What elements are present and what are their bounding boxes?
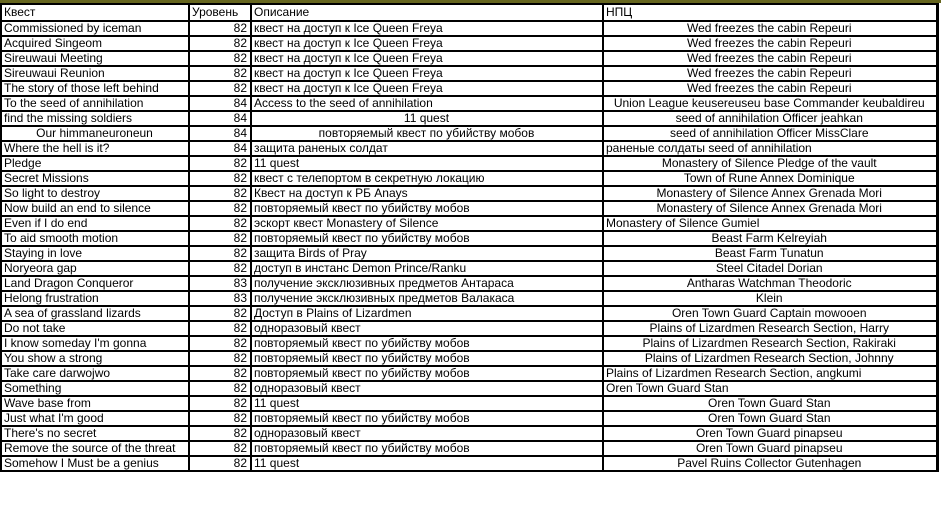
cell-npc[interactable]: Oren Town Guard Stan <box>603 381 937 396</box>
col-header-npc[interactable]: НПЦ <box>603 4 937 21</box>
cell-level[interactable]: 82 <box>189 366 251 381</box>
cell-npc[interactable]: Plains of Lizardmen Research Section, Johnny <box>603 351 937 366</box>
quest-table <box>0 3 939 472</box>
table-row <box>1 246 937 261</box>
cell-desc[interactable]: квест на доступ к Ice Queen Freya <box>251 21 603 36</box>
cell-level[interactable]: 82 <box>189 351 251 366</box>
table-row <box>1 291 937 306</box>
table-row <box>1 96 937 111</box>
cell-quest[interactable]: Pledge <box>1 156 189 171</box>
cell-quest[interactable]: Helong frustration <box>1 291 189 306</box>
cell-desc[interactable]: квест на доступ к Ice Queen Freya <box>251 51 603 66</box>
table-row <box>1 411 937 426</box>
cell-quest[interactable]: Staying in love <box>1 246 189 261</box>
cell-level[interactable]: 82 <box>189 66 251 81</box>
cell-npc[interactable]: Town of Rune Annex Dominique <box>603 171 937 186</box>
cell-npc[interactable]: Wed freezes the cabin Repeuri <box>603 36 937 51</box>
cell-quest[interactable]: Sireuwaui Reunion <box>1 66 189 81</box>
cell-npc[interactable]: seed of annihilation Officer MissClare <box>603 126 937 141</box>
col-header-desc[interactable]: Описание <box>251 4 603 21</box>
cell-quest[interactable]: Do not take <box>1 321 189 336</box>
table-row <box>1 306 937 321</box>
cell-desc[interactable]: повторяемый квест по убийству мобов <box>251 366 603 381</box>
cell-quest[interactable]: Remove the source of the threat <box>1 441 189 456</box>
quest-table-body <box>1 21 937 471</box>
cell-level[interactable]: 82 <box>189 411 251 426</box>
table-row <box>1 201 937 216</box>
cell-npc[interactable]: Monastery of Silence Annex Grenada Mori <box>603 201 937 216</box>
table-row <box>1 261 937 276</box>
cell-quest[interactable]: So light to destroy <box>1 186 189 201</box>
cell-npc[interactable]: Antharas Watchman Theodoric <box>603 276 937 291</box>
cell-desc[interactable]: одноразовый квест <box>251 381 603 396</box>
cell-desc[interactable]: квест на доступ к Ice Queen Freya <box>251 66 603 81</box>
table-row <box>1 216 937 231</box>
cell-npc[interactable]: Wed freezes the cabin Repeuri <box>603 81 937 96</box>
cell-level[interactable]: 82 <box>189 171 251 186</box>
table-row <box>1 441 937 456</box>
cell-npc[interactable]: Monastery of Silence Gumiel <box>603 216 937 231</box>
cell-level[interactable]: 82 <box>189 81 251 96</box>
table-row <box>1 111 937 126</box>
table-row <box>1 456 937 471</box>
cell-level[interactable]: 82 <box>189 261 251 276</box>
cell-npc[interactable]: Steel Citadel Dorian <box>603 261 937 276</box>
table-row <box>1 126 937 141</box>
cell-desc[interactable]: квест на доступ к Ice Queen Freya <box>251 81 603 96</box>
cell-desc[interactable]: доступ в инстанс Demon Prince/Ranku <box>251 261 603 276</box>
cell-npc[interactable]: Oren Town Guard Captain mowooen <box>603 306 937 321</box>
cell-level[interactable]: 82 <box>189 51 251 66</box>
cell-desc[interactable]: получение эксклюзивных предметов Валакаса <box>251 291 603 306</box>
cell-npc[interactable]: Oren Town Guard pinapseu <box>603 441 937 456</box>
cell-quest[interactable]: Something <box>1 381 189 396</box>
cell-level[interactable]: 82 <box>189 21 251 36</box>
table-row <box>1 231 937 246</box>
cell-quest[interactable]: Sireuwaui Meeting <box>1 51 189 66</box>
cell-npc[interactable]: Klein <box>603 291 937 306</box>
cell-desc[interactable]: 11 quest <box>251 456 603 471</box>
cell-npc[interactable]: Wed freezes the cabin Repeuri <box>603 21 937 36</box>
cell-quest[interactable]: Secret Missions <box>1 171 189 186</box>
cell-desc[interactable]: повторяемый квест по убийству мобов <box>251 351 603 366</box>
table-row <box>1 186 937 201</box>
table-row <box>1 51 937 66</box>
cell-quest[interactable]: Wave base from <box>1 396 189 411</box>
cell-desc[interactable]: 11 quest <box>251 396 603 411</box>
cell-quest[interactable]: Where the hell is it? <box>1 141 189 156</box>
cell-npc[interactable]: Beast Farm Tunatun <box>603 246 937 261</box>
cell-npc[interactable]: Wed freezes the cabin Repeuri <box>603 51 937 66</box>
cell-level[interactable]: 82 <box>189 246 251 261</box>
cell-npc[interactable]: seed of annihilation Officer jeahkan <box>603 111 937 126</box>
table-row <box>1 321 937 336</box>
cell-desc[interactable]: 11 quest <box>251 111 603 126</box>
table-row <box>1 276 937 291</box>
table-row <box>1 351 937 366</box>
table-row <box>1 396 937 411</box>
cell-desc[interactable]: Access to the seed of annihilation <box>251 96 603 111</box>
cell-desc[interactable]: квест на доступ к Ice Queen Freya <box>251 36 603 51</box>
cell-desc[interactable]: повторяемый квест по убийству мобов <box>251 126 603 141</box>
cell-quest[interactable]: find the missing soldiers <box>1 111 189 126</box>
table-row <box>1 36 937 51</box>
cell-desc[interactable]: 11 quest <box>251 156 603 171</box>
cell-desc[interactable]: одноразовый квест <box>251 426 603 441</box>
cell-level[interactable]: 83 <box>189 291 251 306</box>
cell-level[interactable]: 82 <box>189 216 251 231</box>
table-row <box>1 81 937 96</box>
cell-desc[interactable]: квест с телепортом в секретную локацию <box>251 171 603 186</box>
cell-level[interactable]: 84 <box>189 126 251 141</box>
cell-level[interactable]: 82 <box>189 336 251 351</box>
table-row <box>1 171 937 186</box>
cell-npc[interactable]: Monastery of Silence Annex Grenada Mori <box>603 186 937 201</box>
cell-quest[interactable]: Noryeora gap <box>1 261 189 276</box>
cell-level[interactable]: 82 <box>189 441 251 456</box>
cell-quest[interactable]: Commissioned by iceman <box>1 21 189 36</box>
table-row <box>1 156 937 171</box>
cell-level[interactable]: 82 <box>189 201 251 216</box>
cell-npc[interactable]: Plains of Lizardmen Research Section, Rakiraki <box>603 336 937 351</box>
cell-level[interactable]: 82 <box>189 306 251 321</box>
cell-npc[interactable]: Wed freezes the cabin Repeuri <box>603 66 937 81</box>
cell-quest[interactable]: To aid smooth motion <box>1 231 189 246</box>
cell-level[interactable]: 82 <box>189 381 251 396</box>
cell-quest[interactable]: To the seed of annihilation <box>1 96 189 111</box>
table-row <box>1 66 937 81</box>
cell-desc[interactable]: повторяемый квест по убийству мобов <box>251 201 603 216</box>
table-row <box>1 336 937 351</box>
cell-npc[interactable]: Monastery of Silence Pledge of the vault <box>603 156 937 171</box>
cell-level[interactable]: 82 <box>189 231 251 246</box>
cell-desc[interactable]: получение эксклюзивных предметов Антараса <box>251 276 603 291</box>
cell-level[interactable]: 82 <box>189 456 251 471</box>
cell-quest[interactable]: Now build an end to silence <box>1 201 189 216</box>
cell-npc[interactable]: Oren Town Guard Stan <box>603 396 937 411</box>
cell-desc[interactable]: защита раненых солдат <box>251 141 603 156</box>
cell-npc[interactable]: Union League keusereuseu base Commander keubaldireu <box>603 96 937 111</box>
cell-npc[interactable]: Plains of Lizardmen Research Section, angkumi <box>603 366 937 381</box>
cell-desc[interactable]: повторяемый квест по убийству мобов <box>251 441 603 456</box>
cell-npc[interactable]: Oren Town Guard pinapseu <box>603 426 937 441</box>
cell-desc[interactable]: повторяемый квест по убийству мобов <box>251 231 603 246</box>
cell-level[interactable]: 84 <box>189 141 251 156</box>
cell-desc[interactable]: одноразовый квест <box>251 321 603 336</box>
col-header-quest[interactable]: Квест <box>1 4 189 21</box>
cell-level[interactable]: 82 <box>189 426 251 441</box>
cell-npc[interactable]: Pavel Ruins Collector Gutenhagen <box>603 456 937 471</box>
table-header-row <box>1 4 937 21</box>
cell-desc[interactable]: защита Birds of Pray <box>251 246 603 261</box>
table-row <box>1 381 937 396</box>
cell-desc[interactable]: эскорт квест Monastery of Silence <box>251 216 603 231</box>
cell-desc[interactable]: Квест на доступ к РБ Anays <box>251 186 603 201</box>
cell-npc[interactable]: Oren Town Guard Stan <box>603 411 937 426</box>
cell-level[interactable]: 82 <box>189 156 251 171</box>
cell-npc[interactable]: раненые солдаты seed of annihilation <box>603 141 937 156</box>
cell-npc[interactable]: Beast Farm Kelreyiah <box>603 231 937 246</box>
cell-quest[interactable]: Even if I do end <box>1 216 189 231</box>
col-header-level[interactable]: Уровень <box>189 4 251 21</box>
cell-level[interactable]: 82 <box>189 36 251 51</box>
cell-quest[interactable]: I know someday I'm gonna <box>1 336 189 351</box>
table-row <box>1 141 937 156</box>
cell-quest[interactable]: There's no secret <box>1 426 189 441</box>
cell-quest[interactable]: Take care darwojwo <box>1 366 189 381</box>
cell-level[interactable]: 84 <box>189 111 251 126</box>
cell-quest[interactable]: Our himmaneuroneun <box>1 126 189 141</box>
cell-desc[interactable]: повторяемый квест по убийству мобов <box>251 336 603 351</box>
cell-level[interactable]: 83 <box>189 276 251 291</box>
table-row <box>1 21 937 36</box>
cell-desc[interactable]: Доступ в Plains of Lizardmen <box>251 306 603 321</box>
cell-quest[interactable]: Just what I'm good <box>1 411 189 426</box>
cell-quest[interactable]: A sea of grassland lizards <box>1 306 189 321</box>
cell-quest[interactable]: The story of those left behind <box>1 81 189 96</box>
cell-level[interactable]: 82 <box>189 321 251 336</box>
cell-npc[interactable]: Plains of Lizardmen Research Section, Harry <box>603 321 937 336</box>
table-row <box>1 366 937 381</box>
cell-level[interactable]: 82 <box>189 186 251 201</box>
cell-level[interactable]: 84 <box>189 96 251 111</box>
cell-level[interactable]: 82 <box>189 396 251 411</box>
cell-quest[interactable]: You show a strong <box>1 351 189 366</box>
cell-desc[interactable]: повторяемый квест по убийству мобов <box>251 411 603 426</box>
cell-quest[interactable]: Somehow I Must be a genius <box>1 456 189 471</box>
cell-quest[interactable]: Land Dragon Conqueror <box>1 276 189 291</box>
cell-quest[interactable]: Acquired Singeom <box>1 36 189 51</box>
table-row <box>1 426 937 441</box>
